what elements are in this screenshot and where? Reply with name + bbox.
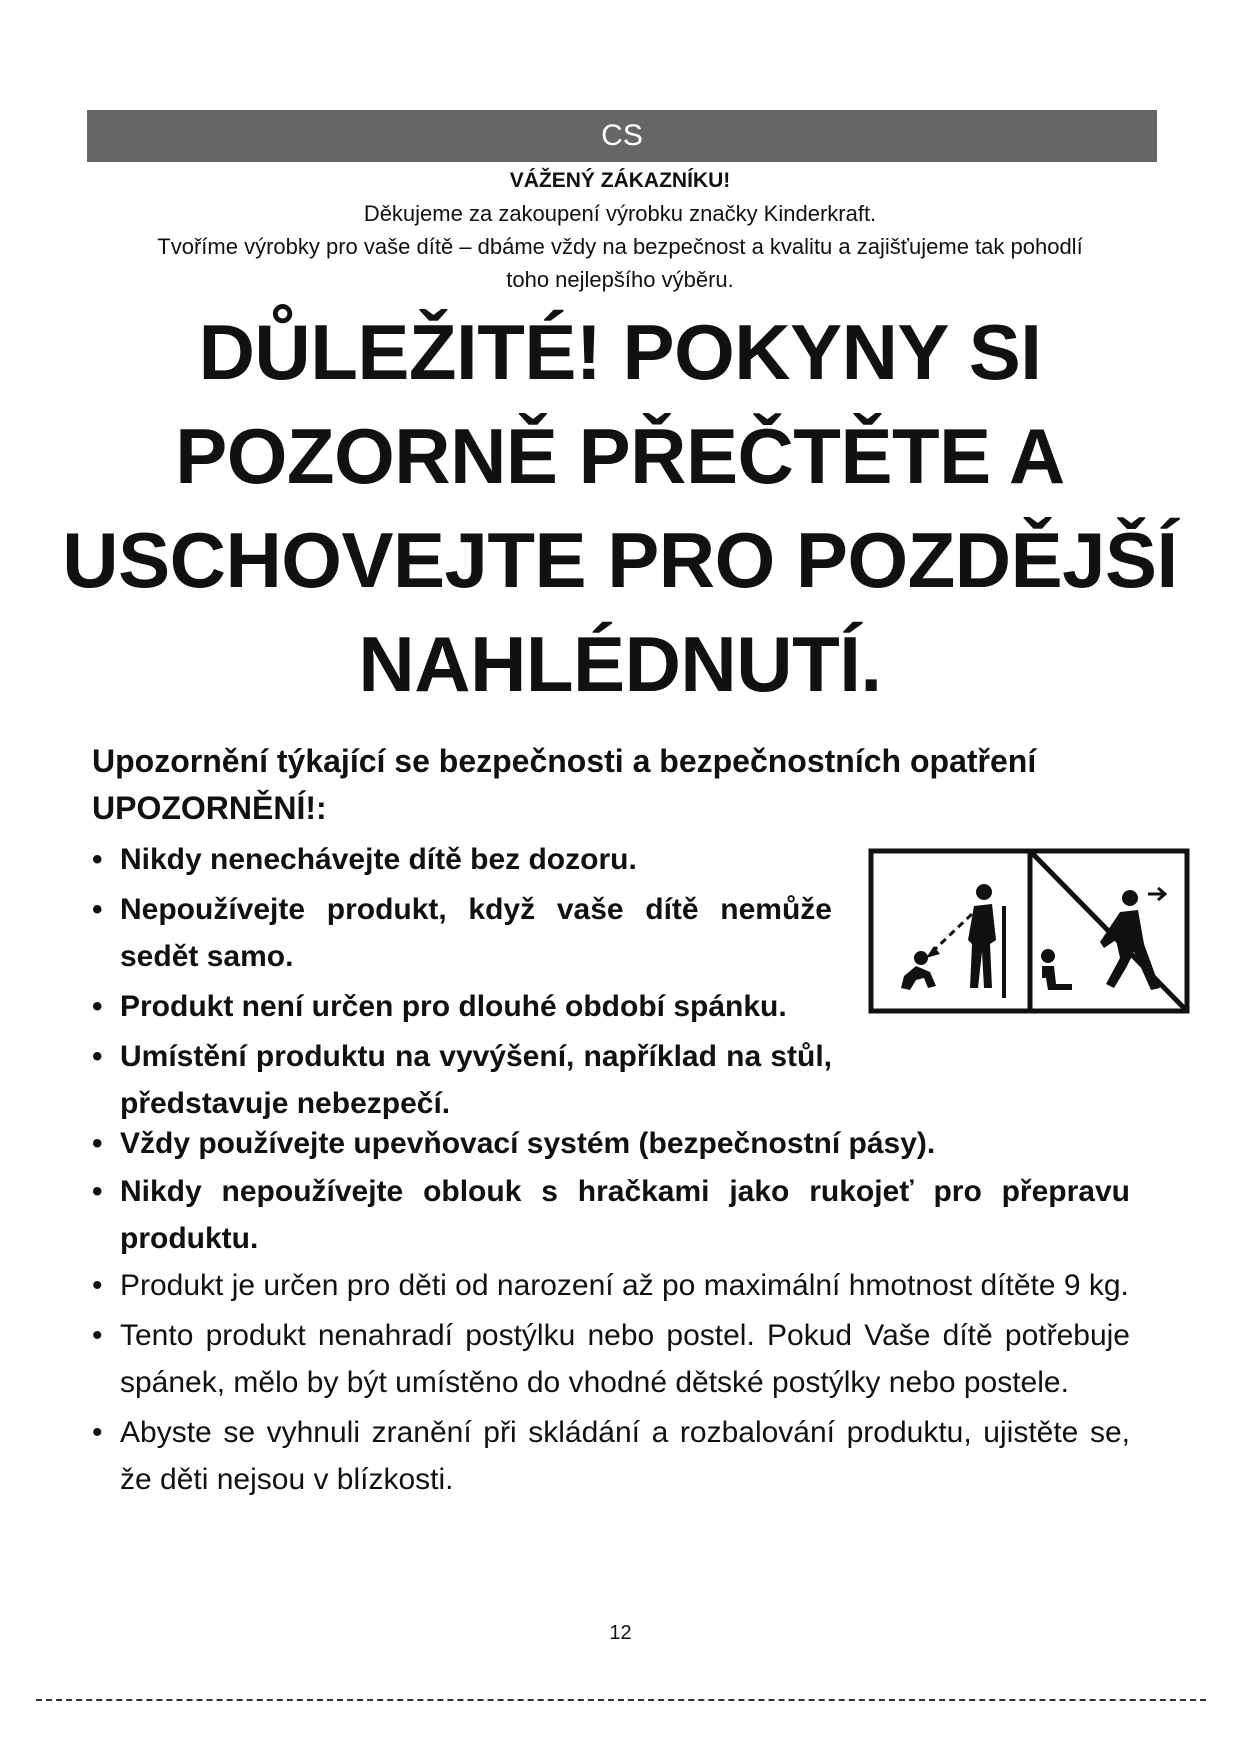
greeting-line-3: toho nejlepšího výběru. [506, 267, 734, 292]
headline-line-2: POZORNĚ PŘEČTĚTE A [175, 412, 1065, 500]
list-item: • Produkt je určen pro děti od narození až po maximální hmotnost dítěte 9 kg. [92, 1262, 1130, 1309]
bottom-divider [36, 1699, 1206, 1701]
list-item: • Umístění produktu na vyvýšení, například na stůl, představuje nebezpečí. [92, 1033, 832, 1127]
headline-line-1: DŮLEŽITÉ! POKYNY SI [198, 308, 1042, 396]
list-item: • Tento produkt nenahradí postýlku nebo postel. Pokud Vaše dítě potřebuje spánek, mělo by být umístěno do vhodné dětské postýlky nebo postele. [92, 1312, 1130, 1406]
list-item: • Nikdy nepoužívejte oblouk s hračkami jako rukojeť pro přepravu produktu. [92, 1168, 1130, 1262]
list-item: • Vždy používejte upevňovací systém (bezpečnostní pásy). [92, 1120, 1130, 1167]
page-number: 12 [609, 1622, 632, 1644]
list-item: • Nepoužívejte produkt, když vaše dítě nemůže sedět samo. [92, 886, 832, 980]
headline-line-4: NAHLÉDNUTÍ. [358, 620, 882, 708]
language-tag: CS [601, 119, 643, 152]
customer-greeting [60, 164, 1180, 296]
language-tag-bar [87, 110, 1157, 162]
section-title: Upozornění týkající se bezpečnosti a bezpečnostních opatření [92, 743, 1037, 779]
warning-list-bold-wide [92, 1120, 1130, 1263]
do-not-leave-child-unattended-icon [868, 848, 1190, 1014]
safety-section-header [92, 738, 1132, 832]
greeting-line-1: Děkujeme za zakoupení výrobku značky Kinderkraft. [363, 201, 877, 226]
list-item: • Nikdy nenechávejte dítě bez dozoru. [92, 836, 832, 883]
warning-list-bold [92, 836, 832, 1130]
headline-line-3: USCHOVEJTE PRO POZDĚJŠÍ [62, 516, 1178, 604]
greeting-title: VÁŽENÝ ZÁKAZNÍKU! [509, 169, 731, 192]
warning-label: UPOZORNĚNÍ!: [92, 790, 327, 826]
important-headline [60, 300, 1180, 716]
list-item: • Produkt není určen pro dlouhé období spánku. [92, 983, 832, 1030]
warning-list-regular [92, 1262, 1130, 1506]
list-item: • Abyste se vyhnuli zranění při skládání a rozbalování produktu, ujistěte se, že děti nejsou v blízkosti. [92, 1409, 1130, 1503]
greeting-line-2: Tvoříme výrobky pro vaše dítě – dbáme vždy na bezpečnost a kvalitu a zajišťujeme tak pohodlí [157, 234, 1083, 259]
